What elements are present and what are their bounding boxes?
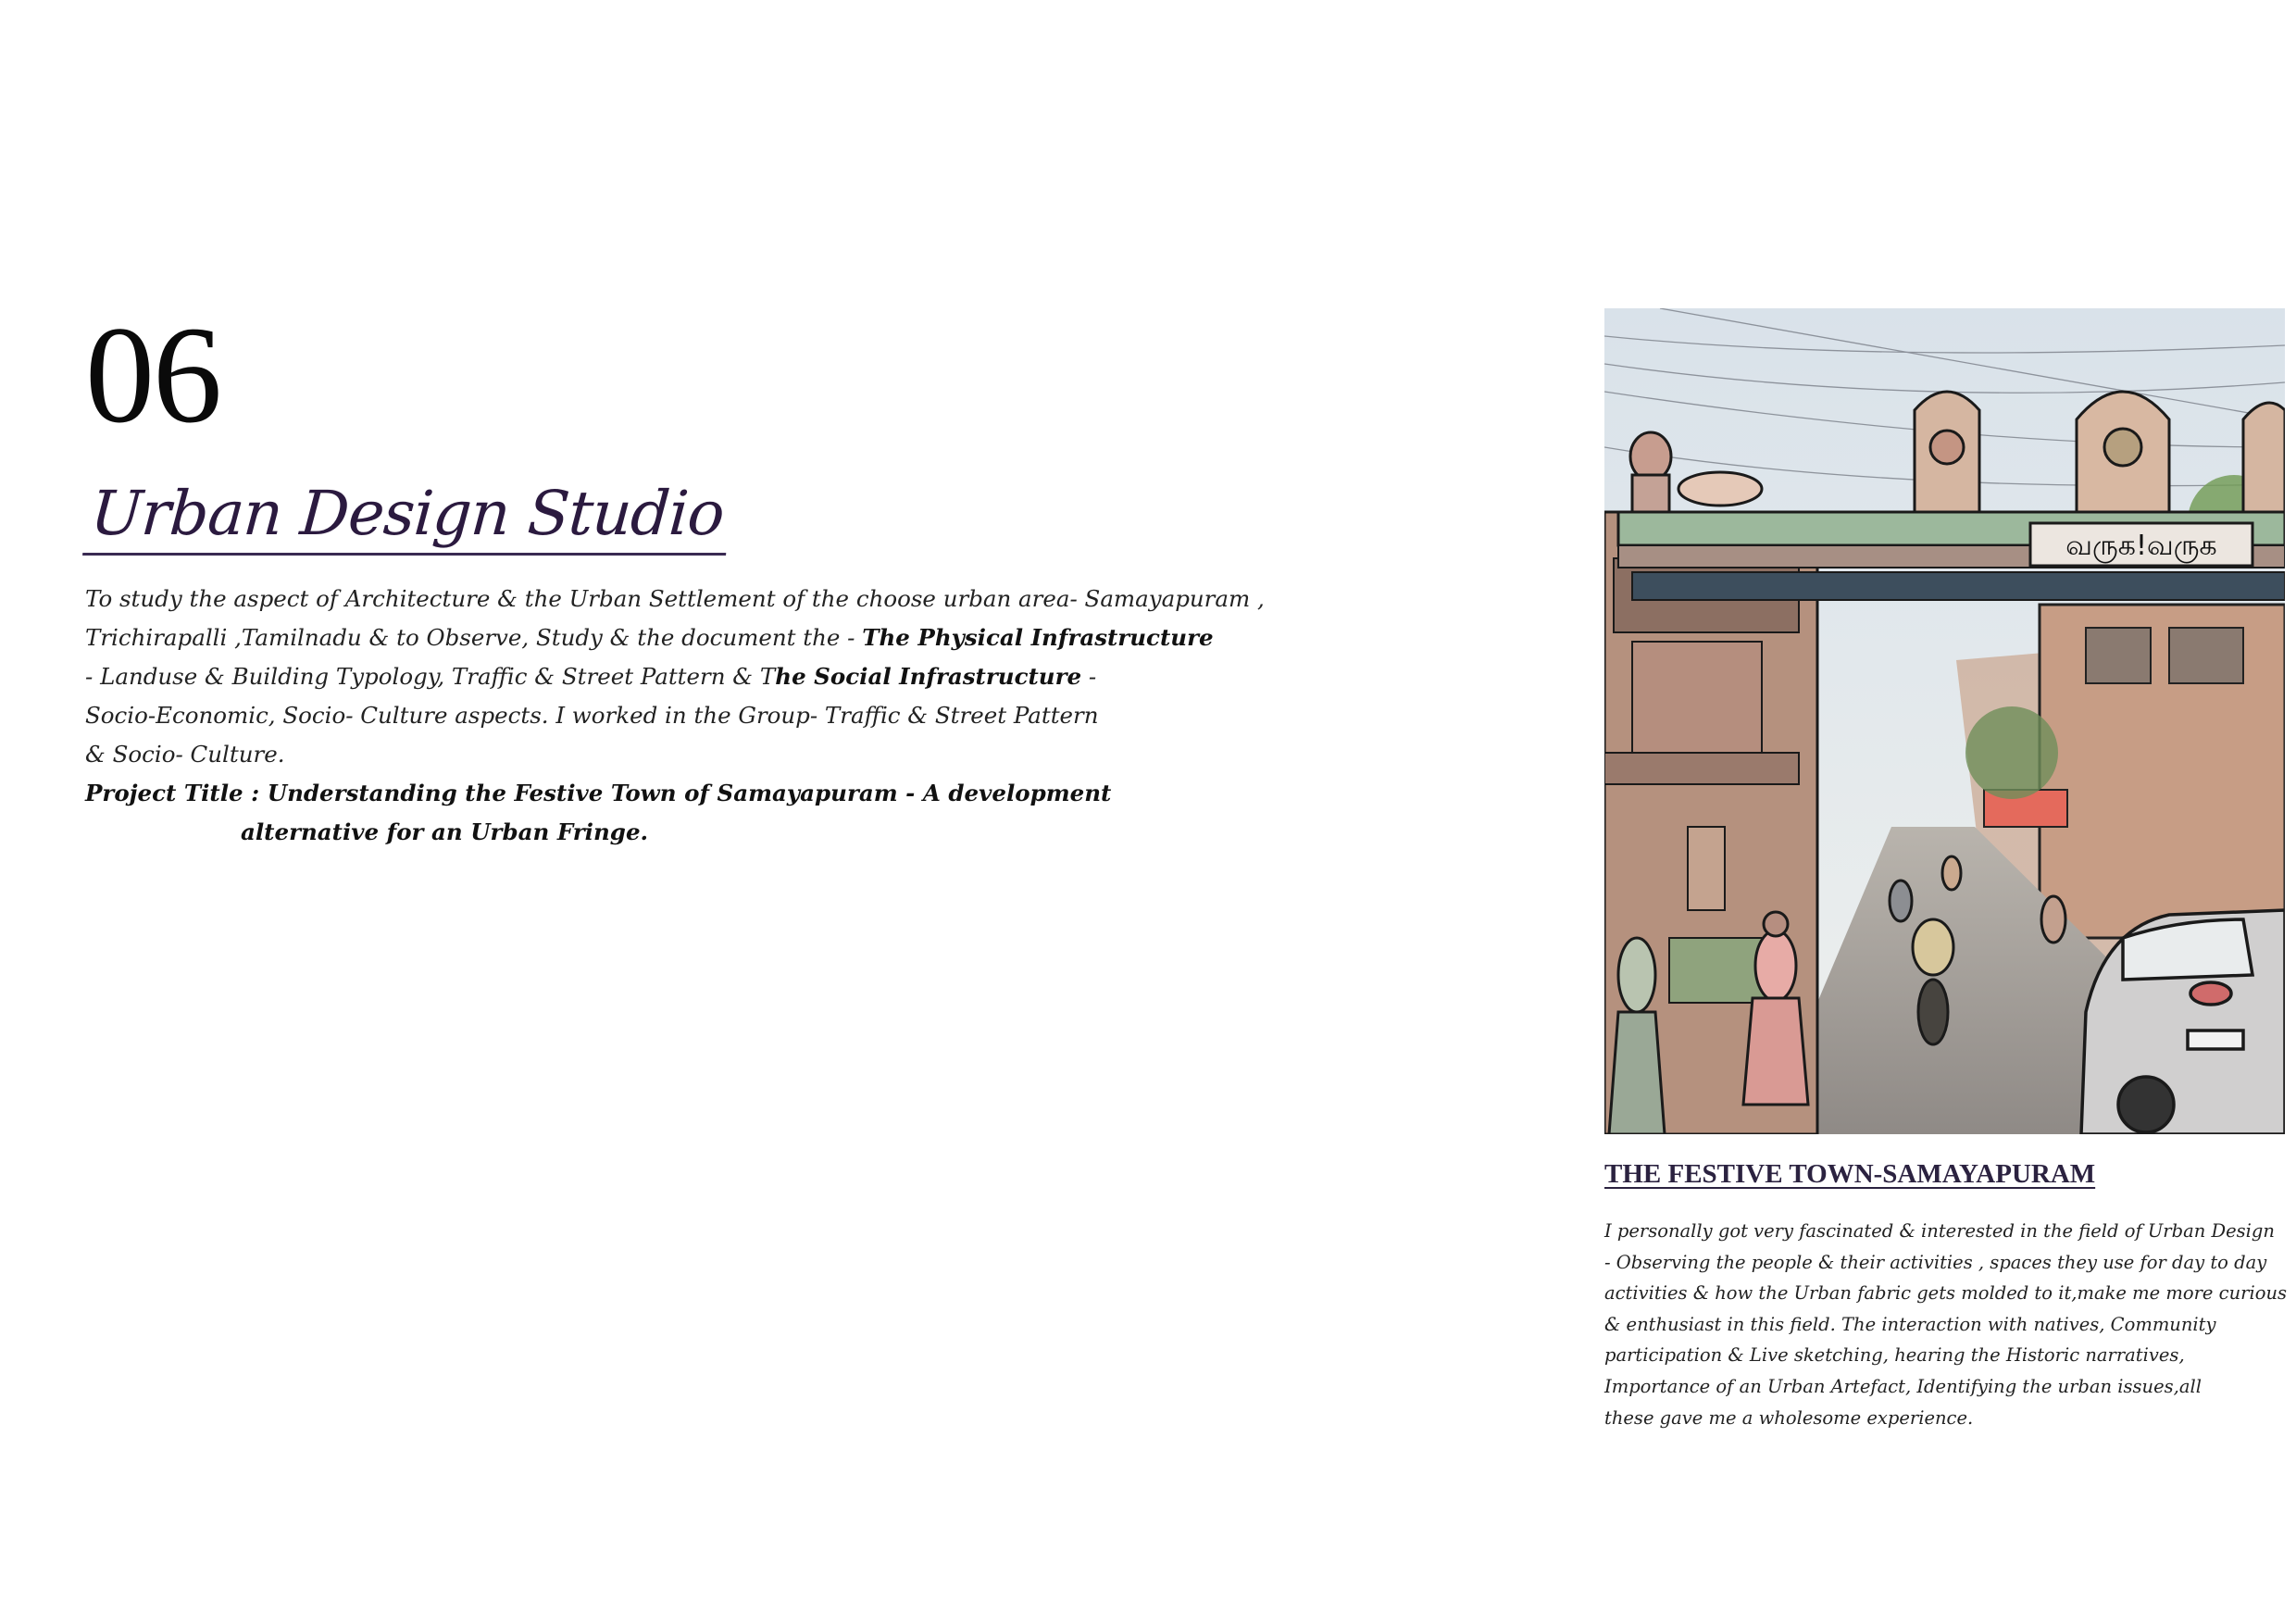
social-infrastructure-label: he Social Infrastructure <box>775 663 1082 690</box>
intro-line-2-text: Trichirapalli ,Tamilnadu & to Observe, Study & the document the - <box>85 624 863 651</box>
description-line: these gave me a wholesome experience. <box>1604 1406 1974 1429</box>
description-line: I personally got very fascinated & interested in the field of Urban Design <box>1604 1220 2275 1242</box>
photo-caption: THE FESTIVE TOWN-SAMAYAPURAM <box>1604 1159 2096 1189</box>
description-line: & enthusiast in this field. The interaction with natives, Community <box>1604 1313 2216 1335</box>
intro-paragraph <box>85 580 1265 774</box>
studio-title: Urban Design Studio <box>82 478 731 556</box>
section-number: 06 <box>85 298 220 452</box>
intro-line-3-end: - <box>1081 663 1097 690</box>
physical-infrastructure-label: The Physical Infrastructure <box>862 624 1214 651</box>
description-line: Importance of an Urban Artefact, Identifying the urban issues,all <box>1604 1375 2202 1397</box>
intro-line-4: Socio-Economic, Socio- Culture aspects. I worked in the Group- Traffic & Street Pattern <box>85 702 1099 729</box>
arch-sign-text: வருக!வருக <box>2065 530 2217 562</box>
intro-line-3-text: - Landuse & Building Typology, Traffic & Street Pattern & T <box>85 663 776 690</box>
description-line: activities & how the Urban fabric gets molded to it,make me more curious <box>1604 1282 2288 1305</box>
intro-line-2 <box>85 618 1214 657</box>
intro-line-1: To study the aspect of Architecture & the Urban Settlement of the choose urban area- Samayapuram , <box>85 585 1265 612</box>
street-photo <box>1604 308 2285 1134</box>
description-line: - Observing the people & their activities , spaces they use for day to day <box>1604 1251 2267 1273</box>
intro-line-3 <box>85 657 1178 696</box>
intro-line-5: & Socio- Culture. <box>85 741 285 768</box>
project-title-line-2: alternative for an Urban Fringe. <box>241 818 649 845</box>
left-column <box>85 298 1265 852</box>
description-paragraph <box>1604 1216 2288 1433</box>
project-title-line-1: Project Title : Understanding the Festive Town of Samayapuram - A development <box>85 780 1112 806</box>
description-line: participation & Live sketching, hearing the Historic narratives, <box>1604 1344 2185 1367</box>
project-title <box>85 774 1178 852</box>
